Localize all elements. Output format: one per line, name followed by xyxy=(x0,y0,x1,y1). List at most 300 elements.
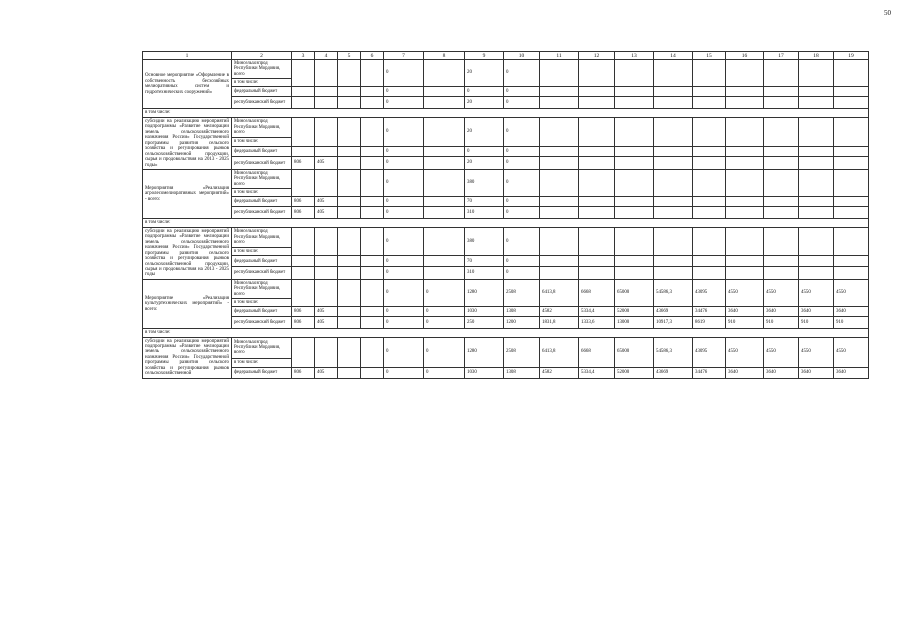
value-cell xyxy=(834,197,869,207)
row-description: Мероприятие «Реализация культуртехнических мероприятий» - всего: xyxy=(143,279,232,328)
value-cell: 806 xyxy=(292,367,315,378)
value-cell xyxy=(579,146,615,157)
value-cell: 0 xyxy=(384,197,424,207)
table-row xyxy=(143,157,869,170)
value-cell xyxy=(361,227,384,256)
value-cell: 1200 xyxy=(504,317,540,329)
funding-source: федеральный бюджет xyxy=(232,197,292,207)
value-cell: 6668 xyxy=(579,337,615,367)
value-cell xyxy=(338,367,361,378)
value-cell xyxy=(654,267,693,280)
value-cell: 3640 xyxy=(799,367,834,378)
value-cell: 43669 xyxy=(654,367,693,378)
value-cell xyxy=(834,117,869,146)
value-cell xyxy=(338,97,361,109)
value-cell: 0 xyxy=(384,97,424,109)
value-cell xyxy=(764,207,799,219)
value-cell: 4582 xyxy=(540,307,579,317)
row-description: Основное мероприятие «Оформление в собственность бесхозяйных мелиоративных систем и гидротехнических сооружений» xyxy=(143,60,232,109)
value-cell: 8619 xyxy=(693,317,726,329)
row-description: субсидии на реализацию мероприятий подпрограммы «Развитие мелиорации земель сельскохозяйственного назначения России» Государственной программы развития сельского хозяйства и регулирования рынков сельскохозяйственной xyxy=(143,337,232,378)
value-cell xyxy=(726,97,764,109)
value-cell xyxy=(424,170,465,197)
value-cell: 0 xyxy=(384,117,424,146)
table-row xyxy=(143,307,869,317)
funding-source: в том числе: xyxy=(232,247,292,256)
value-cell: 3640 xyxy=(799,307,834,317)
value-cell xyxy=(424,146,465,157)
value-cell xyxy=(693,267,726,280)
value-cell xyxy=(764,256,799,267)
value-cell xyxy=(292,279,315,306)
value-cell xyxy=(654,227,693,256)
value-cell: 806 xyxy=(292,307,315,317)
value-cell: 0 xyxy=(424,279,465,306)
value-cell: 0 xyxy=(504,97,540,109)
value-cell xyxy=(799,60,834,87)
value-cell xyxy=(424,117,465,146)
value-cell xyxy=(693,227,726,256)
value-cell xyxy=(799,256,834,267)
value-cell xyxy=(292,170,315,197)
value-cell: 0 xyxy=(384,227,424,256)
value-cell: 54586,3 xyxy=(654,337,693,367)
funding-source: в том числе: xyxy=(232,188,292,196)
in-that-number-row xyxy=(143,329,869,337)
value-cell: 0 xyxy=(384,279,424,306)
value-cell xyxy=(338,170,361,197)
value-cell xyxy=(654,256,693,267)
value-cell xyxy=(361,367,384,378)
value-cell: 5334,4 xyxy=(579,367,615,378)
value-cell xyxy=(615,146,654,157)
value-cell: 20 xyxy=(465,60,504,87)
value-cell xyxy=(693,256,726,267)
value-cell xyxy=(654,197,693,207)
value-cell xyxy=(693,157,726,170)
value-cell xyxy=(361,317,384,329)
value-cell xyxy=(764,87,799,97)
funding-source: республиканский бюджет xyxy=(232,157,292,170)
value-cell: 6413,8 xyxy=(540,337,579,367)
value-cell xyxy=(764,60,799,87)
value-cell xyxy=(315,97,338,109)
value-cell: 806 xyxy=(292,197,315,207)
value-cell xyxy=(579,197,615,207)
value-cell xyxy=(361,256,384,267)
value-cell: 43095 xyxy=(693,337,726,367)
value-cell xyxy=(654,157,693,170)
value-cell xyxy=(799,117,834,146)
value-cell xyxy=(424,97,465,109)
value-cell xyxy=(338,256,361,267)
header-cell-18: 18 xyxy=(799,52,834,60)
value-cell: 0 xyxy=(424,337,465,367)
value-cell xyxy=(338,279,361,306)
table-row xyxy=(143,146,869,157)
value-cell: 0 xyxy=(384,267,424,280)
value-cell: 43095 xyxy=(693,279,726,306)
value-cell xyxy=(834,227,869,256)
value-cell xyxy=(726,170,764,197)
value-cell: 0 xyxy=(504,157,540,170)
in-that-number-label: в том числе: xyxy=(143,219,869,227)
value-cell: 405 xyxy=(315,367,338,378)
value-cell xyxy=(315,146,338,157)
value-cell: 1030 xyxy=(465,307,504,317)
header-cell-9: 9 xyxy=(465,52,504,60)
value-cell xyxy=(726,87,764,97)
value-cell xyxy=(292,87,315,97)
value-cell xyxy=(834,60,869,87)
value-cell xyxy=(693,97,726,109)
value-cell xyxy=(579,157,615,170)
header-cell-1: 1 xyxy=(143,52,232,60)
value-cell xyxy=(834,146,869,157)
value-cell xyxy=(615,60,654,87)
row-description: Мероприятия «Реализация агролесомелиоративных мероприятий» - всего: xyxy=(143,170,232,219)
value-cell: 0 xyxy=(384,207,424,219)
table-row xyxy=(143,117,869,137)
value-cell xyxy=(361,170,384,197)
value-cell: 0 xyxy=(504,117,540,146)
value-cell xyxy=(764,227,799,256)
value-cell xyxy=(834,207,869,219)
value-cell xyxy=(540,146,579,157)
value-cell: 0 xyxy=(504,197,540,207)
value-cell: 34476 xyxy=(693,307,726,317)
value-cell xyxy=(579,267,615,280)
header-cell-14: 14 xyxy=(654,52,693,60)
value-cell xyxy=(615,227,654,256)
value-cell: 310 xyxy=(465,267,504,280)
value-cell: 1308 xyxy=(504,367,540,378)
value-cell xyxy=(726,207,764,219)
value-cell: 250 xyxy=(465,317,504,329)
value-cell: 405 xyxy=(315,197,338,207)
value-cell xyxy=(292,267,315,280)
row-description: субсидии на реализацию мероприятий подпрограммы «Развитие мелиорации земель сельскохозяйственного назначения России» Государственной программы развития сельского хозяйства и регулирования рынков сельскохозяйственной продукции, сырья и продовольствия на 2013 - 2025 годы» xyxy=(143,117,232,169)
value-cell: 0 xyxy=(504,170,540,197)
value-cell xyxy=(799,97,834,109)
value-cell xyxy=(693,117,726,146)
value-cell xyxy=(338,117,361,146)
header-cell-12: 12 xyxy=(579,52,615,60)
value-cell: 910 xyxy=(726,317,764,329)
row-description: субсидии на реализацию мероприятий подпрограммы «Развитие мелиорации земель сельскохозяйственного назначения России» Государственной программы развития сельского хозяйства и регулирования рынков сельскохозяйственной продукции, сырья и продовольствия на 2013 - 2025 годы xyxy=(143,227,232,279)
value-cell: 4550 xyxy=(799,337,834,367)
header-cell-19: 19 xyxy=(834,52,869,60)
value-cell: 1280 xyxy=(465,279,504,306)
value-cell xyxy=(424,267,465,280)
header-cell-10: 10 xyxy=(504,52,540,60)
value-cell xyxy=(338,157,361,170)
value-cell: 405 xyxy=(315,317,338,329)
value-cell xyxy=(726,157,764,170)
funding-source: Минсельхозпрод Республики Мордовия, всего xyxy=(232,279,292,298)
value-cell: 4582 xyxy=(540,367,579,378)
value-cell: 910 xyxy=(764,317,799,329)
funding-source: федеральный бюджет xyxy=(232,307,292,317)
table-row xyxy=(143,97,869,109)
value-cell: 1333,6 xyxy=(579,317,615,329)
funding-source: федеральный бюджет xyxy=(232,146,292,157)
value-cell xyxy=(726,60,764,87)
value-cell xyxy=(654,60,693,87)
value-cell: 0 xyxy=(424,307,465,317)
value-cell xyxy=(579,170,615,197)
value-cell xyxy=(361,267,384,280)
value-cell: 1831,8 xyxy=(540,317,579,329)
value-cell xyxy=(834,256,869,267)
value-cell: 20 xyxy=(465,157,504,170)
value-cell xyxy=(764,170,799,197)
value-cell xyxy=(615,87,654,97)
value-cell xyxy=(424,197,465,207)
value-cell xyxy=(540,117,579,146)
value-cell: 0 xyxy=(384,157,424,170)
value-cell xyxy=(764,146,799,157)
value-cell: 20 xyxy=(465,117,504,146)
value-cell: 2508 xyxy=(504,279,540,306)
value-cell xyxy=(579,117,615,146)
value-cell xyxy=(315,267,338,280)
value-cell xyxy=(799,197,834,207)
value-cell xyxy=(338,60,361,87)
value-cell: 3640 xyxy=(834,307,869,317)
page-number: 50 xyxy=(884,9,891,17)
value-cell: 380 xyxy=(465,227,504,256)
value-cell xyxy=(338,307,361,317)
value-cell: 910 xyxy=(799,317,834,329)
value-cell xyxy=(424,227,465,256)
value-cell xyxy=(338,146,361,157)
value-cell xyxy=(615,170,654,197)
value-cell xyxy=(834,87,869,97)
value-cell xyxy=(338,317,361,329)
value-cell: 4550 xyxy=(834,279,869,306)
value-cell xyxy=(726,227,764,256)
value-cell xyxy=(338,207,361,219)
value-cell: 0 xyxy=(384,170,424,197)
value-cell xyxy=(579,207,615,219)
value-cell xyxy=(654,207,693,219)
value-cell xyxy=(799,146,834,157)
value-cell: 3640 xyxy=(764,307,799,317)
value-cell xyxy=(338,227,361,256)
value-cell: 0 xyxy=(384,146,424,157)
funding-source: республиканский бюджет xyxy=(232,207,292,219)
table-row xyxy=(143,267,869,280)
value-cell xyxy=(361,279,384,306)
header-cell-2: 2 xyxy=(232,52,292,60)
value-cell xyxy=(693,60,726,87)
value-cell xyxy=(579,60,615,87)
table-row xyxy=(143,197,869,207)
value-cell xyxy=(834,157,869,170)
value-cell xyxy=(799,157,834,170)
value-cell: 405 xyxy=(315,307,338,317)
value-cell xyxy=(315,337,338,367)
value-cell: 0 xyxy=(384,87,424,97)
value-cell: 4550 xyxy=(834,337,869,367)
funding-source: федеральный бюджет xyxy=(232,256,292,267)
value-cell: 806 xyxy=(292,157,315,170)
funding-source: федеральный бюджет xyxy=(232,367,292,378)
value-cell: 5334,4 xyxy=(579,307,615,317)
value-cell xyxy=(654,117,693,146)
value-cell: 806 xyxy=(292,207,315,219)
value-cell: 1308 xyxy=(504,307,540,317)
value-cell xyxy=(654,170,693,197)
value-cell xyxy=(615,256,654,267)
value-cell xyxy=(764,97,799,109)
value-cell xyxy=(361,60,384,87)
value-cell xyxy=(540,197,579,207)
funding-source: Минсельхозпрод Республики Мордовия, всего xyxy=(232,170,292,189)
funding-source: Минсельхозпрод Республики Мордовия, всего xyxy=(232,117,292,137)
value-cell: 43669 xyxy=(654,307,693,317)
value-cell xyxy=(424,157,465,170)
value-cell xyxy=(764,267,799,280)
value-cell xyxy=(361,207,384,219)
in-that-number-row xyxy=(143,219,869,227)
value-cell: 910 xyxy=(834,317,869,329)
value-cell xyxy=(764,157,799,170)
table-row xyxy=(143,170,869,189)
value-cell: 0 xyxy=(465,87,504,97)
value-cell: 0 xyxy=(384,307,424,317)
value-cell: 380 xyxy=(465,170,504,197)
value-cell: 20 xyxy=(465,97,504,109)
value-cell xyxy=(315,87,338,97)
value-cell xyxy=(579,87,615,97)
value-cell xyxy=(292,60,315,87)
value-cell: 405 xyxy=(315,157,338,170)
value-cell xyxy=(693,170,726,197)
value-cell xyxy=(361,197,384,207)
header-cell-8: 8 xyxy=(424,52,465,60)
value-cell xyxy=(834,170,869,197)
header-cell-7: 7 xyxy=(384,52,424,60)
value-cell xyxy=(540,207,579,219)
value-cell xyxy=(315,170,338,197)
value-cell xyxy=(540,60,579,87)
value-cell xyxy=(615,157,654,170)
value-cell xyxy=(693,207,726,219)
header-cell-16: 16 xyxy=(726,52,764,60)
value-cell xyxy=(799,207,834,219)
value-cell: 310 xyxy=(465,207,504,219)
value-cell xyxy=(361,117,384,146)
funding-source: в том числе: xyxy=(232,137,292,146)
header-cell-4: 4 xyxy=(315,52,338,60)
value-cell xyxy=(615,117,654,146)
value-cell: 0 xyxy=(504,227,540,256)
value-cell: 405 xyxy=(315,207,338,219)
value-cell: 0 xyxy=(504,87,540,97)
value-cell xyxy=(315,60,338,87)
value-cell xyxy=(361,307,384,317)
value-cell xyxy=(764,117,799,146)
header-cell-17: 17 xyxy=(764,52,799,60)
value-cell xyxy=(361,337,384,367)
value-cell xyxy=(834,97,869,109)
value-cell: 0 xyxy=(384,60,424,87)
value-cell xyxy=(292,97,315,109)
value-cell: 806 xyxy=(292,317,315,329)
value-cell xyxy=(654,87,693,97)
value-cell xyxy=(799,267,834,280)
value-cell: 34476 xyxy=(693,367,726,378)
table-row xyxy=(143,317,869,329)
in-that-number-label: в том числе: xyxy=(143,109,869,117)
value-cell xyxy=(540,256,579,267)
value-cell: 13000 xyxy=(615,317,654,329)
value-cell: 2508 xyxy=(504,337,540,367)
value-cell: 0 xyxy=(504,267,540,280)
value-cell: 1280 xyxy=(465,337,504,367)
value-cell xyxy=(579,227,615,256)
value-cell xyxy=(726,146,764,157)
value-cell xyxy=(338,337,361,367)
table-row xyxy=(143,207,869,219)
value-cell xyxy=(361,146,384,157)
in-that-number-row xyxy=(143,109,869,117)
value-cell xyxy=(315,227,338,256)
value-cell xyxy=(615,197,654,207)
value-cell xyxy=(615,207,654,219)
table-row xyxy=(143,60,869,79)
value-cell: 10917,3 xyxy=(654,317,693,329)
value-cell xyxy=(361,157,384,170)
value-cell xyxy=(693,146,726,157)
table-row xyxy=(143,279,869,298)
value-cell: 0 xyxy=(504,60,540,87)
table-row xyxy=(143,337,869,358)
value-cell xyxy=(540,97,579,109)
value-cell: 4550 xyxy=(764,279,799,306)
value-cell xyxy=(292,337,315,367)
in-that-number-label: в том числе: xyxy=(143,329,869,337)
header-cell-3: 3 xyxy=(292,52,315,60)
value-cell xyxy=(799,170,834,197)
value-cell xyxy=(292,256,315,267)
header-cell-5: 5 xyxy=(338,52,361,60)
value-cell: 65000 xyxy=(615,279,654,306)
value-cell xyxy=(424,60,465,87)
header-cell-15: 15 xyxy=(693,52,726,60)
header-cell-6: 6 xyxy=(361,52,384,60)
value-cell: 3640 xyxy=(726,307,764,317)
value-cell xyxy=(540,87,579,97)
value-cell xyxy=(424,207,465,219)
funding-source: Минсельхозпрод Республики Мордовия, всего xyxy=(232,227,292,247)
value-cell xyxy=(693,87,726,97)
value-cell xyxy=(654,146,693,157)
funding-source: республиканский бюджет xyxy=(232,317,292,329)
value-cell: 70 xyxy=(465,197,504,207)
value-cell xyxy=(799,87,834,97)
funding-source: республиканский бюджет xyxy=(232,97,292,109)
value-cell: 52000 xyxy=(615,307,654,317)
value-cell xyxy=(615,267,654,280)
value-cell: 0 xyxy=(384,367,424,378)
value-cell: 0 xyxy=(424,367,465,378)
value-cell: 0 xyxy=(465,146,504,157)
value-cell: 0 xyxy=(504,146,540,157)
budget-table xyxy=(142,51,869,379)
